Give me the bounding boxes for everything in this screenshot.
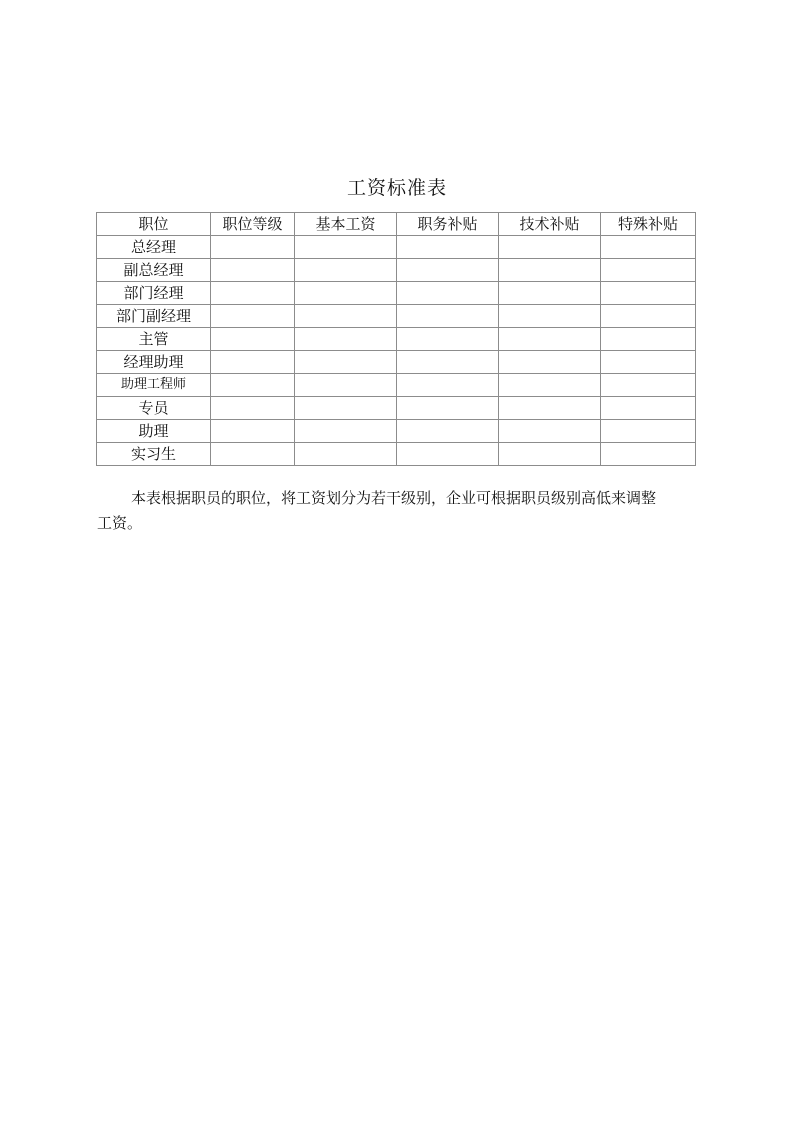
- position-cell: 主管: [97, 328, 211, 351]
- technical-allowance-cell: [499, 443, 601, 466]
- position-cell: 经理助理: [97, 351, 211, 374]
- special-allowance-cell: [601, 328, 696, 351]
- header-technical-allowance: 技术补贴: [499, 213, 601, 236]
- duty-allowance-cell: [397, 328, 499, 351]
- special-allowance-cell: [601, 351, 696, 374]
- technical-allowance-cell: [499, 305, 601, 328]
- duty-allowance-cell: [397, 282, 499, 305]
- description-line-2: 工资。: [97, 514, 143, 532]
- position-cell: 副总经理: [97, 259, 211, 282]
- description-line-1: 本表根据职员的职位，将工资划分为若干级别，企业可根据职员级别高低来调整: [131, 489, 657, 507]
- duty-allowance-cell: [397, 443, 499, 466]
- base-salary-cell: [295, 443, 397, 466]
- position-cell: 专员: [97, 397, 211, 420]
- position-level-cell: [211, 236, 295, 259]
- base-salary-cell: [295, 328, 397, 351]
- header-position-level: 职位等级: [211, 213, 295, 236]
- position-level-cell: [211, 328, 295, 351]
- table-row: [97, 443, 696, 466]
- duty-allowance-cell: [397, 397, 499, 420]
- table-row: [97, 305, 696, 328]
- position-cell: 助理: [97, 420, 211, 443]
- special-allowance-cell: [601, 443, 696, 466]
- technical-allowance-cell: [499, 259, 601, 282]
- base-salary-cell: [295, 282, 397, 305]
- duty-allowance-cell: [397, 420, 499, 443]
- base-salary-cell: [295, 397, 397, 420]
- position-level-cell: [211, 282, 295, 305]
- special-allowance-cell: [601, 374, 696, 397]
- duty-allowance-cell: [397, 351, 499, 374]
- header-base-salary: 基本工资: [295, 213, 397, 236]
- duty-allowance-cell: [397, 236, 499, 259]
- table-description: [97, 486, 694, 536]
- special-allowance-cell: [601, 236, 696, 259]
- position-cell: 助理工程师: [97, 374, 211, 397]
- table-row: [97, 259, 696, 282]
- duty-allowance-cell: [397, 305, 499, 328]
- technical-allowance-cell: [499, 328, 601, 351]
- position-level-cell: [211, 259, 295, 282]
- technical-allowance-cell: [499, 282, 601, 305]
- technical-allowance-cell: [499, 420, 601, 443]
- header-special-allowance: 特殊补贴: [601, 213, 696, 236]
- header-position: 职位: [97, 213, 211, 236]
- document-title: 工资标准表: [346, 177, 447, 199]
- table-row: [97, 397, 696, 420]
- position-cell: 实习生: [97, 443, 211, 466]
- base-salary-cell: [295, 420, 397, 443]
- base-salary-cell: [295, 305, 397, 328]
- base-salary-cell: [295, 351, 397, 374]
- technical-allowance-cell: [499, 374, 601, 397]
- table-header-row: [97, 213, 696, 236]
- special-allowance-cell: [601, 282, 696, 305]
- special-allowance-cell: [601, 420, 696, 443]
- special-allowance-cell: [601, 305, 696, 328]
- special-allowance-cell: [601, 397, 696, 420]
- position-cell: 部门副经理: [97, 305, 211, 328]
- base-salary-cell: [295, 259, 397, 282]
- table-row: [97, 236, 696, 259]
- table-row: [97, 282, 696, 305]
- technical-allowance-cell: [499, 236, 601, 259]
- technical-allowance-cell: [499, 351, 601, 374]
- position-cell: 总经理: [97, 236, 211, 259]
- header-duty-allowance: 职务补贴: [397, 213, 499, 236]
- table-row: [97, 351, 696, 374]
- duty-allowance-cell: [397, 259, 499, 282]
- table-row: [97, 328, 696, 351]
- position-cell: 部门经理: [97, 282, 211, 305]
- position-level-cell: [211, 374, 295, 397]
- base-salary-cell: [295, 374, 397, 397]
- position-level-cell: [211, 420, 295, 443]
- position-level-cell: [211, 397, 295, 420]
- table-row: [97, 420, 696, 443]
- technical-allowance-cell: [499, 397, 601, 420]
- table-row: [97, 374, 696, 397]
- duty-allowance-cell: [397, 374, 499, 397]
- position-level-cell: [211, 351, 295, 374]
- base-salary-cell: [295, 236, 397, 259]
- position-level-cell: [211, 305, 295, 328]
- position-level-cell: [211, 443, 295, 466]
- salary-standard-table: [96, 212, 696, 466]
- special-allowance-cell: [601, 259, 696, 282]
